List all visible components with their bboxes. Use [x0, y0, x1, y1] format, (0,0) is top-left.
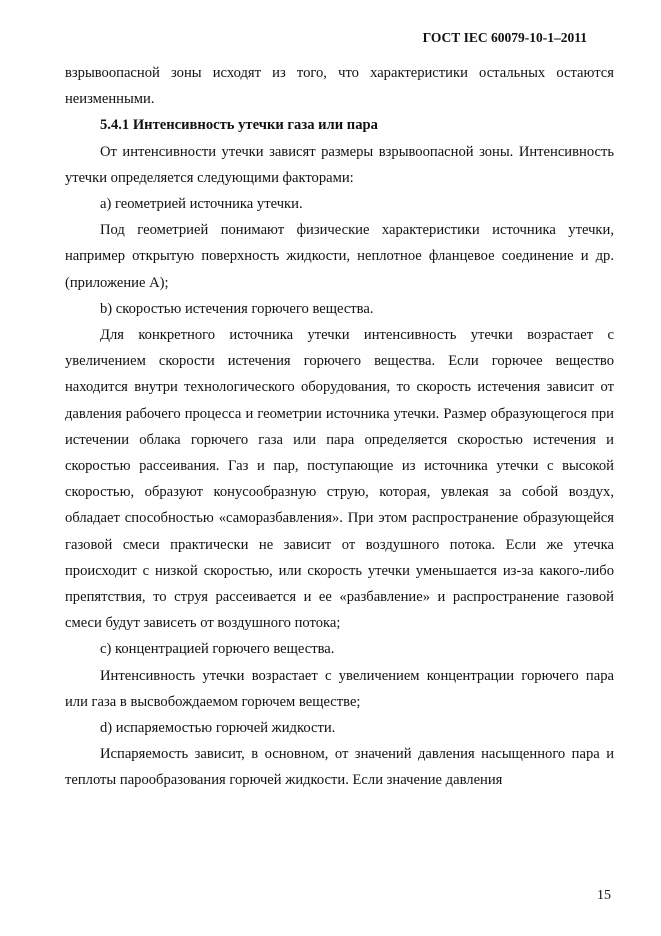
paragraph: Для конкретного источника утечки интенсивность утечки возрастает с увеличением скорости истечения горючего вещества. Если горючее вещество находится внутри технологического оборудования, то скорость истечения зависит от давления рабочего процесса и геометрии источника утечки. Размер образующегося при истечении облака горючего газа или пара определяется скоростью истечения и скоростью рассеивания. Газ и пар, поступающие из источника утечки с высокой скоростью, образуют конусообразную струю, которая, увлекая за собой воздух, обладает способностью «саморазбавления». При этом распространение образующейся газовой смеси практически не зависит от воздушного потока. Если же утечка происходит с низкой скоростью, или скорость утечки уменьшается из-за какого-либо препятствия, то струя рассеивается и ее «разбавление» и распространение газовой смеси будут зависеть от воздушного потока; — [65, 327, 614, 632]
list-item-c: c) концентрацией горючего вещества. — [100, 641, 335, 658]
paragraph: Под геометрией понимают физические характеристики источника утечки, например открытую поверхность жидкости, неплотное фланцевое соединение и др. (приложение А); — [65, 222, 614, 291]
paragraph-continuation: взрывоопасной зоны исходят из того, что характеристики остальных остаются неизменными. — [65, 65, 614, 108]
paragraph: Испаряемость зависит, в основном, от значений давления насыщенного пара и теплоты парообразования горючей жидкости. Если значение давления — [65, 746, 614, 789]
page-number: 15 — [597, 888, 611, 903]
document-body — [65, 60, 614, 794]
list-item-d: d) испаряемостью горючей жидкости. — [100, 720, 336, 737]
paragraph: От интенсивности утечки зависят размеры взрывоопасной зоны. Интенсивность утечки определяется следующими факторами: — [65, 143, 614, 186]
document-code-header: ГОСТ IEC 60079-10-1–2011 — [422, 30, 587, 45]
list-item-b: b) скоростью истечения горючего вещества. — [100, 300, 374, 317]
list-item-a: a) геометрией источника утечки. — [100, 196, 303, 213]
section-heading: 5.4.1 Интенсивность утечки газа или пара — [100, 117, 378, 134]
paragraph: Интенсивность утечки возрастает с увеличением концентрации горючего пара или газа в высвобождаемом горючем веществе; — [65, 667, 614, 710]
